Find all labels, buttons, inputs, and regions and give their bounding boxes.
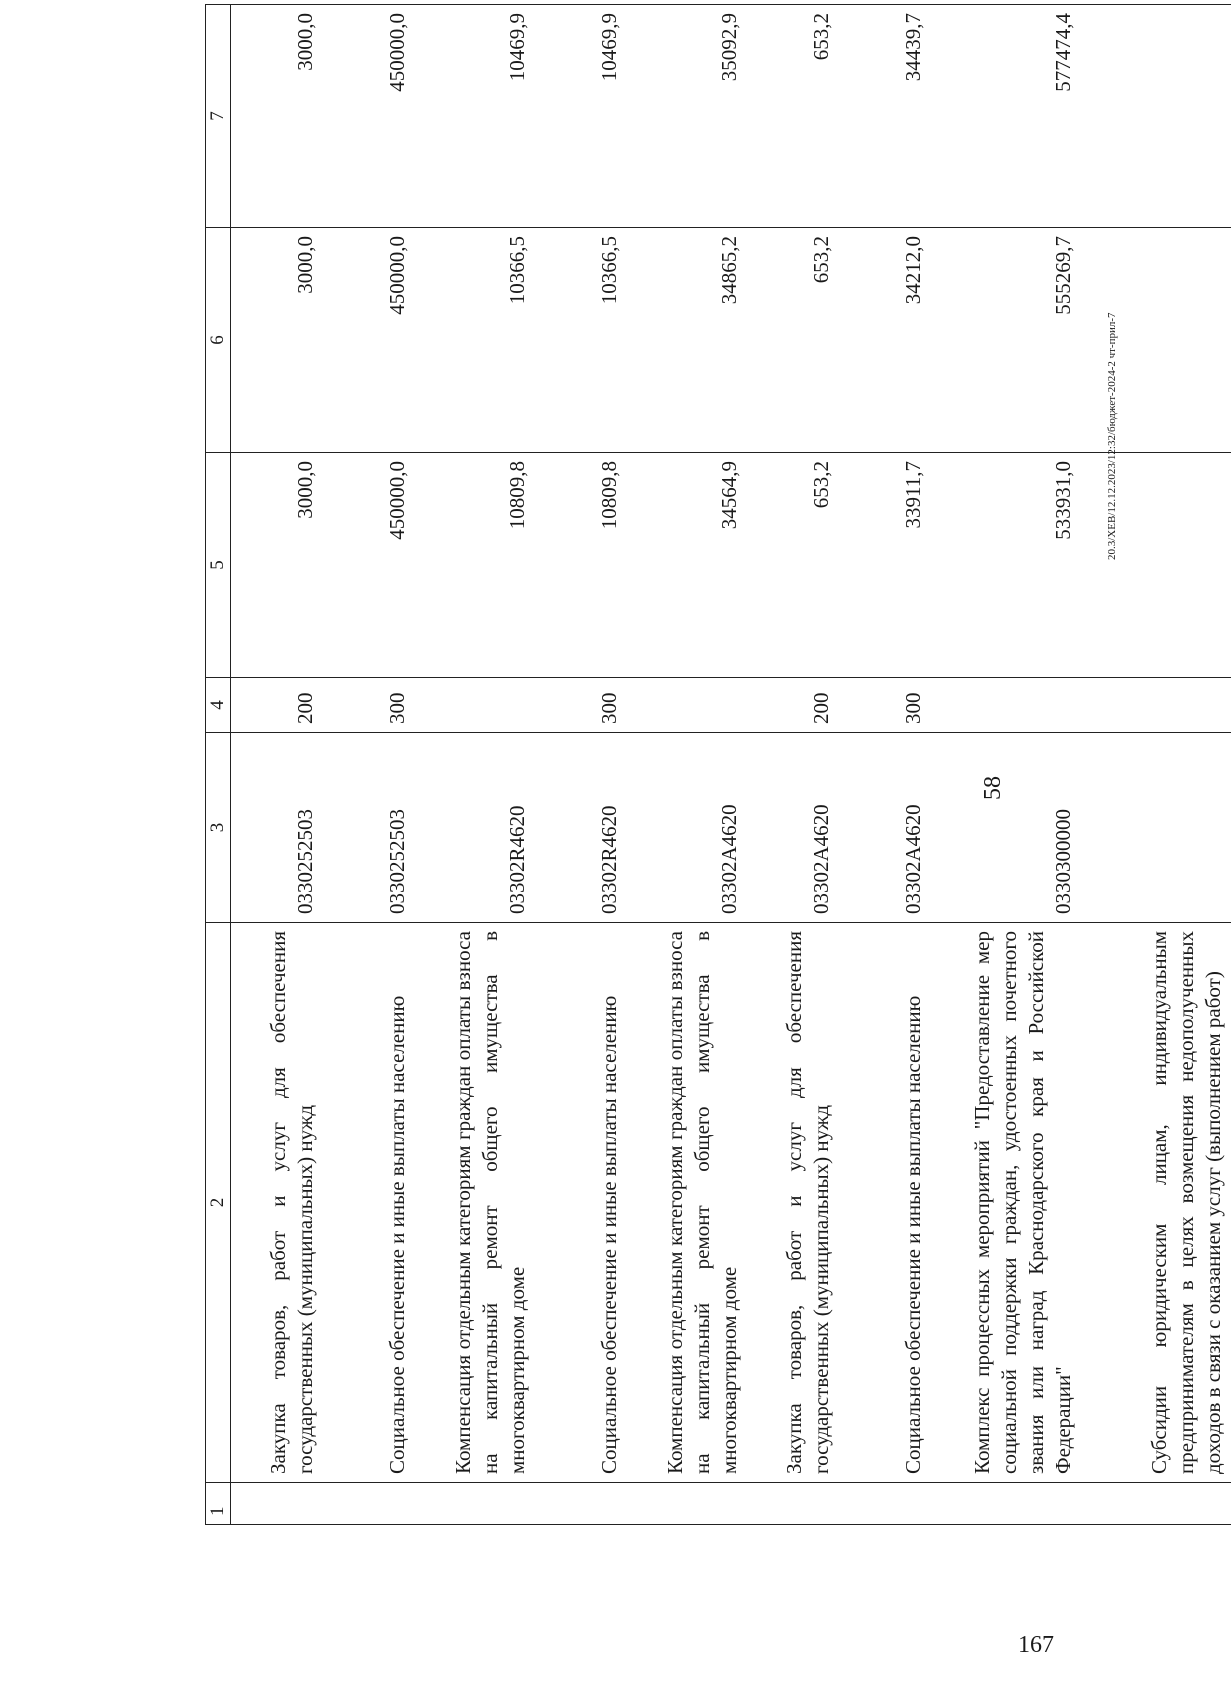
row-name-cell: Компенсация отдельным категориям граждан оплаты взноса на капитальный ремонт общего имущества в многоквартирном доме — [415, 923, 535, 1483]
row-name-cell: Закупка товаров, работ и услуг для обеспечения государственных (муниципальных) нужд — [747, 923, 839, 1483]
row-code-cell — [1081, 733, 1231, 923]
row-kind-cell: 200 — [231, 678, 323, 733]
row-code-cell: 03302A4620 — [747, 733, 839, 923]
row-amount-2026-cell: 653,2 — [747, 5, 839, 228]
table-row — [627, 5, 747, 1525]
row-number-cell — [839, 1483, 931, 1525]
row-kind-cell — [627, 678, 747, 733]
row-kind-cell: 300 — [535, 678, 627, 733]
row-amount-2026-cell: 577474,4 — [931, 5, 1081, 228]
row-name-cell: Комплекс процессных мероприятий "Предоставление мер социальной поддержки граждан, удостоенных почетного звания или наград Краснодарского края и Российской Федерации" — [931, 923, 1081, 1483]
row-amount-2025-cell: 34212,0 — [839, 228, 931, 453]
row-name-cell: Социальное обеспечение и иные выплаты населению — [839, 923, 931, 1483]
row-kind-cell: 300 — [323, 678, 415, 733]
row-name-cell: Социальное обеспечение и иные выплаты населению — [323, 923, 415, 1483]
row-amount-2024-cell: 653,2 — [747, 453, 839, 678]
row-amount-2025-cell — [1081, 228, 1231, 453]
row-code-cell: 03302A4620 — [627, 733, 747, 923]
row-amount-2025-cell: 555269,7 — [931, 228, 1081, 453]
row-code-cell: 03302R4620 — [535, 733, 627, 923]
row-amount-2026-cell: 35092,9 — [627, 5, 747, 228]
budget-table — [205, 4, 1231, 1525]
table-row — [1081, 5, 1231, 1525]
header-col-5: 5 — [206, 453, 231, 678]
header-row — [206, 5, 231, 1525]
row-code-cell: 03302A4620 — [839, 733, 931, 923]
row-amount-2025-cell: 653,2 — [747, 228, 839, 453]
row-number-cell — [627, 1483, 747, 1525]
row-amount-2026-cell: 10469,9 — [535, 5, 627, 228]
row-number-cell — [323, 1483, 415, 1525]
table-row — [931, 5, 1081, 1525]
margin-page-number: 167 — [1018, 1632, 1054, 1658]
row-number-cell — [535, 1483, 627, 1525]
row-code-cell: 0330300000 — [931, 733, 1081, 923]
rotated-page — [85, 0, 1225, 1580]
row-amount-2025-cell: 450000,0 — [323, 228, 415, 453]
header-col-1: 1 — [206, 1483, 231, 1525]
row-number-cell — [231, 1483, 323, 1525]
header-col-2: 2 — [206, 923, 231, 1483]
row-name-cell: Компенсация отдельным категориям граждан оплаты взноса на капитальный ремонт общего имущества в многоквартирном доме — [627, 923, 747, 1483]
row-amount-2024-cell: 533931,0 — [931, 453, 1081, 678]
row-amount-2025-cell: 3000,0 — [231, 228, 323, 453]
row-amount-2024-cell: 33911,7 — [839, 453, 931, 678]
row-amount-2024-cell — [1081, 453, 1231, 678]
table-row — [535, 5, 627, 1525]
header-col-4: 4 — [206, 678, 231, 733]
row-kind-cell: 300 — [839, 678, 931, 733]
table-row — [839, 5, 931, 1525]
row-amount-2026-cell: 34439,7 — [839, 5, 931, 228]
row-amount-2024-cell: 34564,9 — [627, 453, 747, 678]
table-row — [415, 5, 535, 1525]
row-amount-2024-cell: 450000,0 — [323, 453, 415, 678]
header-col-6: 6 — [206, 228, 231, 453]
row-amount-2024-cell: 10809,8 — [535, 453, 627, 678]
row-amount-2026-cell: 10469,9 — [415, 5, 535, 228]
row-code-cell: 0330252503 — [323, 733, 415, 923]
row-amount-2026-cell: 450000,0 — [323, 5, 415, 228]
row-kind-cell — [415, 678, 535, 733]
row-amount-2025-cell: 34865,2 — [627, 228, 747, 453]
row-amount-2026-cell — [1081, 5, 1231, 228]
row-name-cell: Субсидии юридическим лицам, индивидуальным предпринимателям в целях возмещения недополученных доходов в связи с оказанием услуг (выполнением работ) — [1081, 923, 1231, 1483]
row-number-cell — [931, 1483, 1081, 1525]
header-col-7: 7 — [206, 5, 231, 228]
row-kind-cell — [1081, 678, 1231, 733]
row-amount-2024-cell: 10809,8 — [415, 453, 535, 678]
table-row — [747, 5, 839, 1525]
page-number: 58 — [980, 776, 1006, 800]
row-kind-cell: 200 — [747, 678, 839, 733]
row-code-cell: 0330252503 — [231, 733, 323, 923]
row-amount-2025-cell: 10366,5 — [535, 228, 627, 453]
row-code-cell: 03302R4620 — [415, 733, 535, 923]
row-amount-2025-cell: 10366,5 — [415, 228, 535, 453]
row-number-cell — [1081, 1483, 1231, 1525]
row-number-cell — [415, 1483, 535, 1525]
row-name-cell: Социальное обеспечение и иные выплаты населению — [535, 923, 627, 1483]
header-col-3: 3 — [206, 733, 231, 923]
row-amount-2026-cell: 3000,0 — [231, 5, 323, 228]
row-name-cell: Закупка товаров, работ и услуг для обеспечения государственных (муниципальных) нужд — [231, 923, 323, 1483]
table-row — [323, 5, 415, 1525]
document-id: 20.3/ХЕВ/12.12.2023/12:32/бюджет-2024-2 чт-прил-7 — [1106, 312, 1118, 560]
row-kind-cell — [931, 678, 1081, 733]
table-row — [231, 5, 323, 1525]
row-amount-2024-cell: 3000,0 — [231, 453, 323, 678]
row-number-cell — [747, 1483, 839, 1525]
